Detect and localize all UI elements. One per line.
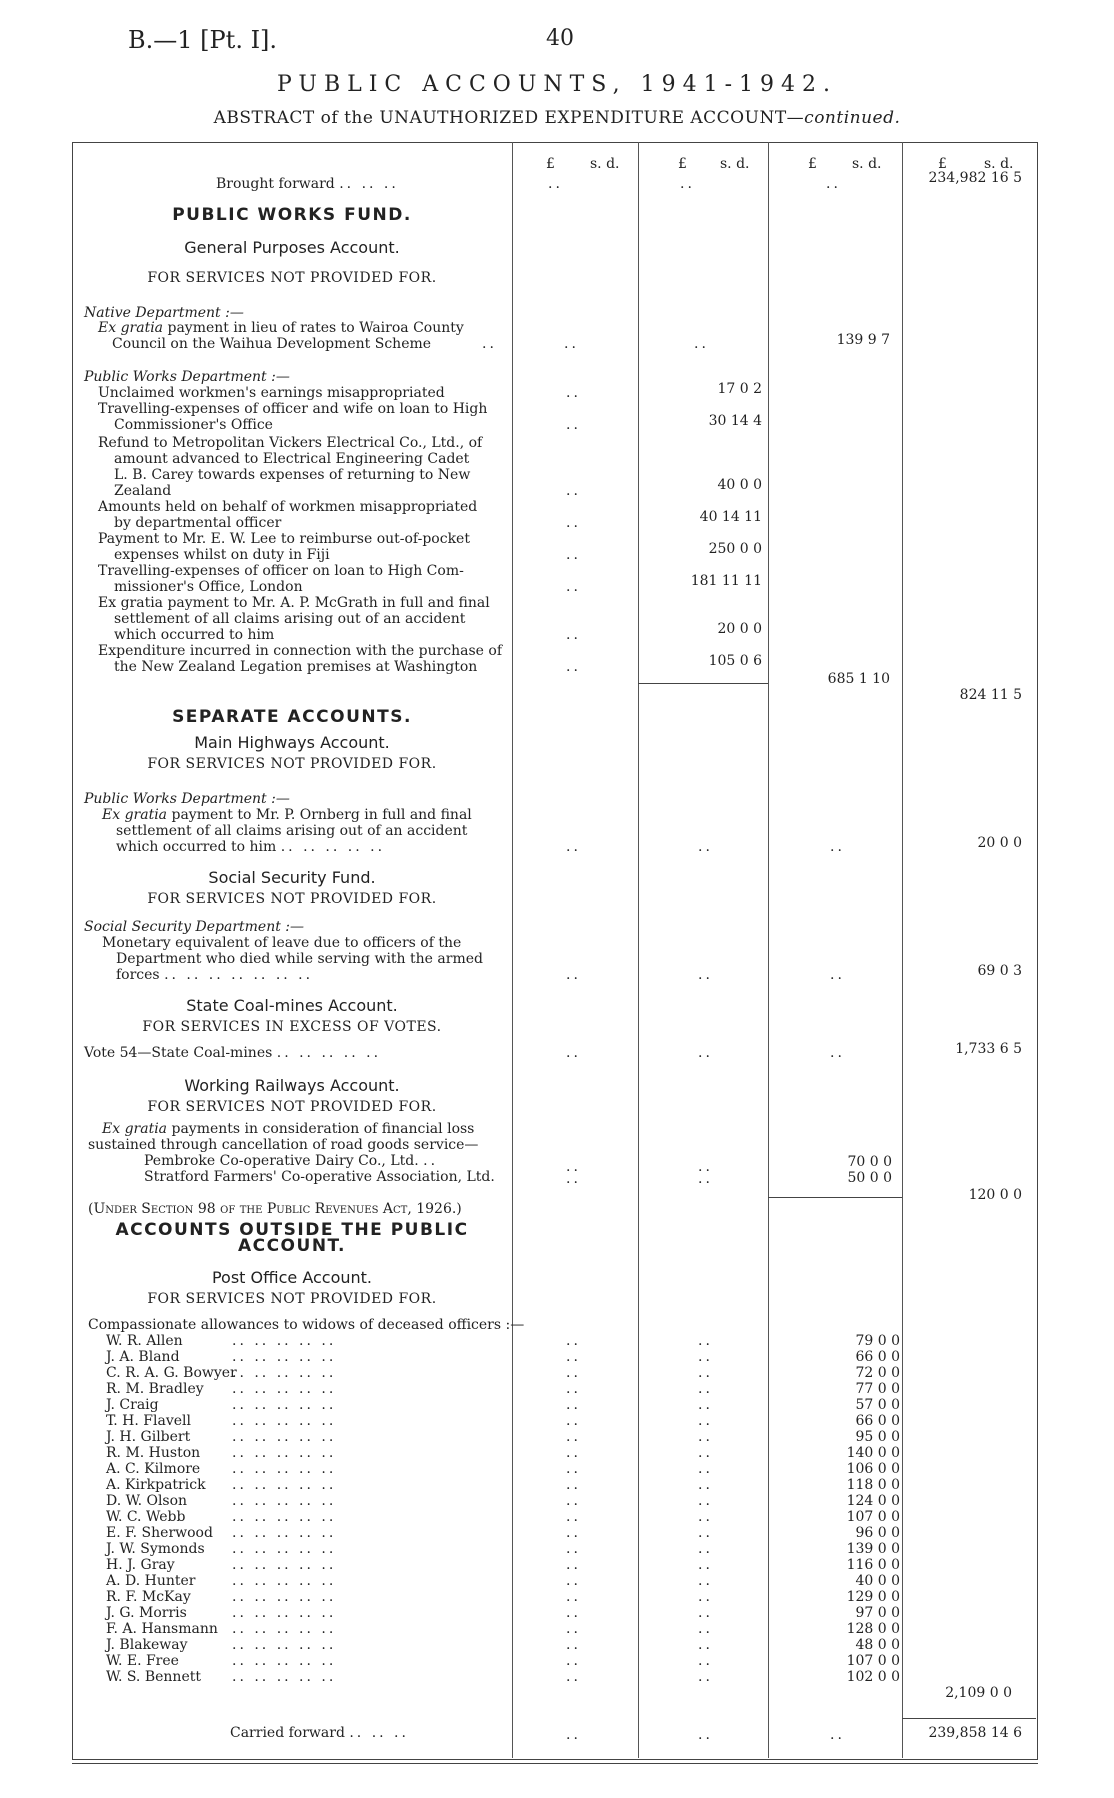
dots: .. [564, 336, 579, 352]
dots: .. [566, 1397, 581, 1413]
dots: .. [830, 967, 845, 983]
dots: .. [566, 1509, 581, 1525]
services-note: FOR SERVICES NOT PROVIDED FOR. [147, 1291, 437, 1307]
widow-amount: 128 0 0 [846, 1621, 900, 1637]
dots: .. [826, 176, 841, 192]
dots: .. [566, 1653, 581, 1669]
subtotal-rule [768, 1197, 902, 1198]
dots: .. .. .. .. .. [232, 1637, 337, 1653]
dots: .. [566, 1333, 581, 1349]
subtitle-suffix: —continued. [786, 108, 901, 128]
widow-amount: 116 0 0 [846, 1557, 900, 1573]
social-security-heading: Social Security Fund. [208, 868, 376, 887]
pw-item-line: Zealand [114, 483, 172, 499]
widow-name: A. D. Hunter [106, 1573, 196, 1589]
widow-amount: 139 0 0 [846, 1541, 900, 1557]
dots: .. [698, 1509, 713, 1525]
pw-item-line: L. B. Carey towards expenses of returning to New [114, 467, 471, 483]
dots: .. [830, 839, 845, 855]
sep-department-label: Public Works Department :— [84, 791, 290, 807]
widow-name: J. Craig [106, 1397, 159, 1413]
dots: .. [698, 1397, 713, 1413]
pw-item-line: Amounts held on behalf of workmen misappropriated [98, 499, 478, 515]
social-text-3: forces [116, 967, 160, 983]
col3-pound-header: £ [808, 156, 817, 172]
carried-forward-label: Carried forward .. .. .. [230, 1725, 409, 1741]
dots: .. .. .. .. .. [232, 1461, 337, 1477]
carried-forward-text: Carried forward [230, 1725, 345, 1741]
sep-line-1 [102, 808, 472, 823]
table-bottom-rule [72, 1763, 1038, 1764]
social-security-amount: 69 0 3 [977, 963, 1022, 979]
pw-item-amount: 40 14 11 [699, 509, 762, 525]
pw-item-line: Ex gratia payment to Mr. A. P. McGrath in full and final [98, 595, 490, 611]
services-note: FOR SERVICES NOT PROVIDED FOR. [147, 891, 437, 907]
dots: .. [566, 1541, 581, 1557]
dots: .. [566, 1669, 581, 1685]
pw-item-amount: 40 0 0 [717, 477, 762, 493]
widow-name: E. F. Sherwood [106, 1525, 213, 1541]
dots: .. .. .. .. .. [232, 1349, 337, 1365]
dots: .. [566, 659, 581, 675]
dots: .. [566, 967, 581, 983]
pw-item-line: expenses whilst on duty in Fiji [114, 547, 330, 563]
services-note: FOR SERVICES IN EXCESS OF VOTES. [142, 1019, 442, 1035]
pw-item-line: Unclaimed workmen's earnings misappropriated [98, 385, 445, 401]
dots: .. [694, 336, 709, 352]
dots: .. [566, 1349, 581, 1365]
dots: .. [566, 839, 581, 855]
dots: .. .. .. .. .. [232, 1605, 337, 1621]
sep-line-2: settlement of all claims arising out of an accident [116, 823, 468, 839]
brought-forward-text: Brought forward [216, 176, 335, 192]
pw-item-amount: 250 0 0 [708, 541, 762, 557]
dots: .. [698, 1669, 713, 1685]
dots: .. .. .. .. .. [232, 1365, 337, 1381]
widow-amount: 95 0 0 [855, 1429, 900, 1445]
widow-amount: 106 0 0 [846, 1461, 900, 1477]
widow-name: J. Blakeway [106, 1637, 188, 1653]
dots: .. .. .. .. .. [232, 1429, 337, 1445]
widow-amount: 129 0 0 [846, 1589, 900, 1605]
native-amount: 139 9 7 [836, 332, 890, 348]
dots: .. .. .. .. .. [232, 1541, 337, 1557]
coal-vote-line: Vote 54—State Coal-mines .. .. .. .. .. [84, 1045, 382, 1061]
native-department-label: Native Department :— [84, 305, 244, 321]
dots: .. .. .. .. .. [232, 1397, 337, 1413]
railways-heading: Working Railways Account. [184, 1076, 400, 1095]
services-note: FOR SERVICES NOT PROVIDED FOR. [147, 270, 437, 286]
dots: .. [698, 1477, 713, 1493]
col1-pound-header: £ [546, 156, 555, 172]
rail-payee-1-amount: 70 0 0 [847, 1154, 892, 1170]
pw-item-line: the New Zealand Legation premises at Washington [114, 659, 478, 675]
dots: .. .. .. .. .. [232, 1557, 337, 1573]
dots: .. [698, 1493, 713, 1509]
sep-italic: Ex gratia [102, 807, 168, 823]
pw-item-line: settlement of all claims arising out of an accident [114, 611, 466, 627]
pw-item-amount: 30 14 4 [708, 413, 762, 429]
dots: .. [548, 176, 563, 192]
dots: .. [698, 1541, 713, 1557]
widow-name: C. R. A. G. Bowyer [106, 1365, 237, 1381]
dots: .. .. .. .. .. [232, 1573, 337, 1589]
rail-payee-1-text: Pembroke Co-operative Dairy Co., Ltd. [144, 1153, 419, 1169]
dots: .. .. .. .. .. [232, 1589, 337, 1605]
rail-line-2: sustained through cancellation of road goods service— [88, 1137, 479, 1153]
widow-name: R. F. McKay [106, 1589, 191, 1605]
col4-pound-header: £ [938, 156, 947, 172]
dots: .. [566, 1461, 581, 1477]
pw-item-amount: 181 11 11 [690, 573, 762, 589]
dots: .. [698, 1637, 713, 1653]
dots: .. [680, 176, 695, 192]
services-note: FOR SERVICES NOT PROVIDED FOR. [147, 756, 437, 772]
main-highways-amount: 20 0 0 [977, 835, 1022, 851]
separate-accounts-heading: SEPARATE ACCOUNTS. [172, 707, 412, 727]
pw-item-amount: 20 0 0 [717, 621, 762, 637]
dots: .. .. .. .. .. [232, 1525, 337, 1541]
page-subtitle [0, 108, 1114, 128]
widow-amount: 107 0 0 [846, 1653, 900, 1669]
rail-payee-2-amount: 50 0 0 [847, 1170, 892, 1186]
dots: .. [698, 1589, 713, 1605]
dots: .. [698, 1381, 713, 1397]
coal-mines-amount: 1,733 6 5 [955, 1041, 1022, 1057]
dots: .. .. .. .. .. [232, 1509, 337, 1525]
dots: .. [566, 1727, 581, 1743]
rail-line-1 [102, 1122, 474, 1137]
dots: .. [698, 1045, 713, 1061]
dots: .. [566, 627, 581, 643]
dots: .. [698, 1413, 713, 1429]
widow-amount: 96 0 0 [855, 1525, 900, 1541]
column-divider [512, 142, 513, 1758]
dots: .. [566, 1525, 581, 1541]
dots: .. [698, 839, 713, 855]
dots: .. [698, 1445, 713, 1461]
pw-item-line: Refund to Metropolitan Vickers Electrical Co., Ltd., of [98, 435, 483, 451]
col2-sd-header: s. d. [720, 156, 750, 172]
sep-line-3: which occurred to him .. .. .. .. .. [116, 839, 386, 855]
railways-total: 120 0 0 [968, 1187, 1022, 1203]
dots: .. [482, 336, 497, 352]
pw-item-line: Travelling-expenses of officer and wife on loan to High [98, 401, 488, 417]
social-line-2: Department who died while serving with the armed [116, 951, 483, 967]
widow-amount: 77 0 0 [855, 1381, 900, 1397]
main-highways-heading: Main Highways Account. [194, 733, 390, 752]
sep-text-1: payment to Mr. P. Ornberg in full and final [167, 807, 472, 823]
widow-amount: 140 0 0 [846, 1445, 900, 1461]
pw-item-line: Commissioner's Office [114, 417, 273, 433]
dots: .. [698, 1349, 713, 1365]
col4-sd-header: s. d. [984, 156, 1014, 172]
native-italic: Ex gratia [98, 320, 164, 336]
widow-name: J. W. Symonds [106, 1541, 205, 1557]
native-line-1 [98, 321, 464, 336]
general-purposes-heading: General Purposes Account. [184, 238, 400, 257]
dots: .. [698, 1653, 713, 1669]
widow-amount: 66 0 0 [855, 1349, 900, 1365]
dots: .. .. .. .. .. [232, 1493, 337, 1509]
dots: .. [566, 1493, 581, 1509]
pw-item-line: amount advanced to Electrical Engineering Cadet [114, 451, 470, 467]
social-department-label: Social Security Department :— [84, 919, 305, 935]
dots: .. [566, 1429, 581, 1445]
col1-sd-header: s. d. [590, 156, 620, 172]
widow-amount: 57 0 0 [855, 1397, 900, 1413]
dots: .. [566, 1045, 581, 1061]
public-works-heading: PUBLIC WORKS FUND. [172, 205, 412, 225]
dots: .. .. .. .. .. [232, 1621, 337, 1637]
dots: .. [698, 1727, 713, 1743]
outside-heading-1: ACCOUNTS OUTSIDE THE PUBLIC [115, 1220, 469, 1240]
column-divider [902, 142, 903, 1758]
column-divider [768, 142, 769, 1758]
native-text-1: payment in lieu of rates to Wairoa County [163, 320, 464, 336]
dots: .. [830, 1727, 845, 1743]
dots: .. [566, 1573, 581, 1589]
coal-mines-heading: State Coal-mines Account. [186, 996, 398, 1015]
subtotal-rule [902, 1718, 1036, 1719]
pw-item-line: Payment to Mr. E. W. Lee to reimburse out-of-pocket [98, 531, 470, 547]
widow-amount: 97 0 0 [855, 1605, 900, 1621]
dots: .. [566, 1171, 581, 1187]
statutory-note: (Under Section 98 of the Public Revenues Act, 1926.) [88, 1201, 462, 1217]
rail-payee-2: Stratford Farmers' Co-operative Association, Ltd. [144, 1169, 495, 1185]
brought-forward-amount: 234,982 16 5 [928, 170, 1022, 186]
dots: .. [566, 1621, 581, 1637]
dots: .. .. .. .. .. [232, 1669, 337, 1685]
dots: .. [566, 1413, 581, 1429]
dots: .. .. .. .. .. [232, 1381, 337, 1397]
dots: .. [698, 1621, 713, 1637]
widow-name: H. J. Gray [106, 1557, 175, 1573]
dots: .. [698, 967, 713, 983]
dots: .. [566, 385, 581, 401]
pw-item-line: Expenditure incurred in connection with the purchase of [98, 643, 503, 659]
dots: .. [698, 1461, 713, 1477]
dots: .. [566, 1381, 581, 1397]
widow-amount: 72 0 0 [855, 1365, 900, 1381]
rail-italic: Ex gratia [102, 1121, 168, 1137]
dots: .. .. .. .. .. [232, 1445, 337, 1461]
post-office-heading: Post Office Account. [211, 1268, 373, 1287]
dots: .. [698, 1365, 713, 1381]
native-line-2: Council on the Waihua Development Scheme [112, 336, 432, 352]
dots: .. [566, 1477, 581, 1493]
pw-item-line: Travelling-expenses of officer on loan to High Com- [98, 563, 464, 579]
widow-amount: 124 0 0 [846, 1493, 900, 1509]
widow-name: F. A. Hansmann [106, 1621, 218, 1637]
subtitle-text: ABSTRACT of the UNAUTHORIZED EXPENDITURE ACCOUNT [213, 108, 787, 128]
pw-item-line: missioner's Office, London [114, 579, 303, 595]
dots: .. .. .. .. .. [232, 1653, 337, 1669]
widow-name: W. R. Allen [106, 1333, 183, 1349]
column-divider [638, 142, 639, 1758]
dots: .. [566, 1445, 581, 1461]
coal-vote-text: Vote 54—State Coal-mines [84, 1045, 273, 1061]
dots: .. [698, 1333, 713, 1349]
dots: .. .. .. .. .. [232, 1333, 337, 1349]
widow-name: R. M. Bradley [106, 1381, 204, 1397]
col2-pound-header: £ [678, 156, 687, 172]
dots: .. .. .. .. .. [232, 1477, 337, 1493]
col3-sd-header: s. d. [852, 156, 882, 172]
widow-name: W. C. Webb [106, 1509, 186, 1525]
dots: .. [566, 1159, 581, 1175]
dots: .. [566, 515, 581, 531]
dots: .. [566, 1589, 581, 1605]
widow-name: T. H. Flavell [106, 1413, 191, 1429]
dots: .. [566, 579, 581, 595]
widow-name: A. C. Kilmore [106, 1461, 201, 1477]
brought-forward-label: Brought forward .. .. .. [216, 176, 399, 192]
widows-intro: Compassionate allowances to widows of deceased officers :— [88, 1317, 525, 1333]
widow-amount: 66 0 0 [855, 1413, 900, 1429]
pw-item-amount: 105 0 6 [708, 653, 762, 669]
widow-amount: 40 0 0 [855, 1573, 900, 1589]
rail-text-1: payments in consideration of financial loss [167, 1121, 475, 1137]
pw-item-line: which occurred to him [114, 627, 275, 643]
public-works-total: 824 11 5 [959, 687, 1022, 703]
page-number: 40 [546, 26, 574, 51]
dots: .. [698, 1429, 713, 1445]
widow-amount: 118 0 0 [846, 1477, 900, 1493]
widow-name: W. S. Bennett [106, 1669, 201, 1685]
document-reference: B.—1 [Pt. I]. [128, 26, 278, 54]
widow-amount: 102 0 0 [846, 1669, 900, 1685]
pw-total: 685 1 10 [827, 671, 890, 687]
dots: .. [566, 1605, 581, 1621]
dots: .. [566, 417, 581, 433]
social-line-1: Monetary equivalent of leave due to officers of the [102, 935, 462, 951]
page-title: PUBLIC ACCOUNTS, 1941-1942. [277, 72, 837, 97]
widow-name: J. H. Gilbert [106, 1429, 191, 1445]
dots: .. [698, 1573, 713, 1589]
widow-amount: 79 0 0 [855, 1333, 900, 1349]
widow-name: W. E. Free [106, 1653, 179, 1669]
pw-item-line: by departmental officer [114, 515, 282, 531]
widow-amount: 48 0 0 [855, 1637, 900, 1653]
dots: .. [698, 1525, 713, 1541]
dots: .. [698, 1159, 713, 1175]
post-office-total: 2,109 0 0 [945, 1685, 1012, 1701]
dots: .. [566, 547, 581, 563]
dots: .. [566, 1637, 581, 1653]
dots: .. [566, 1557, 581, 1573]
dots: .. [830, 1045, 845, 1061]
sep-text-3: which occurred to him [116, 839, 277, 855]
widow-amount: 107 0 0 [846, 1509, 900, 1525]
social-line-3: forces .. .. .. .. .. .. .. [116, 967, 314, 983]
pw-department-label: Public Works Department :— [84, 369, 290, 385]
dots: .. [698, 1605, 713, 1621]
rail-payee-1: Pembroke Co-operative Dairy Co., Ltd. .. [144, 1153, 439, 1169]
widow-name: A. Kirkpatrick [106, 1477, 206, 1493]
dots: .. .. .. .. .. [232, 1413, 337, 1429]
dots: .. [698, 1171, 713, 1187]
dots: .. [566, 483, 581, 499]
outside-heading-2: ACCOUNT. [237, 1236, 347, 1256]
services-note: FOR SERVICES NOT PROVIDED FOR. [147, 1099, 437, 1115]
carried-forward-amount: 239,858 14 6 [928, 1725, 1022, 1741]
widow-name: R. M. Huston [106, 1445, 201, 1461]
dots: .. [698, 1557, 713, 1573]
widow-name: J. A. Bland [106, 1349, 180, 1365]
subtotal-rule [638, 683, 768, 684]
pw-item-amount: 17 0 2 [717, 381, 762, 397]
widow-name: J. G. Morris [106, 1605, 187, 1621]
dots: .. [566, 1365, 581, 1381]
widow-name: D. W. Olson [106, 1493, 188, 1509]
